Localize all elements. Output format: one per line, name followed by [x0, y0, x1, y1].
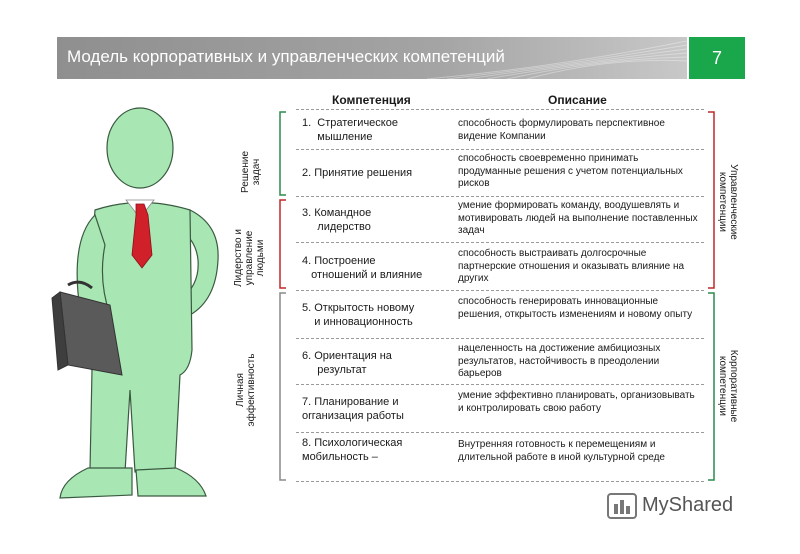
competence-cell: 7. Планирование и orганизация работы — [302, 396, 404, 422]
competence-cell: 1. Стратегическое мышление — [302, 117, 398, 143]
description-cell: умение формировать команду, воодушевлять и мотивировать людей на выполнение поставленных задач — [458, 200, 698, 236]
table-row — [296, 197, 704, 243]
competence-cell: 8. Психологическая мобильность – — [302, 437, 403, 463]
group-label-decisions: Решение задач — [240, 150, 262, 194]
table-row — [296, 150, 704, 197]
slide-number: 7 — [689, 37, 745, 79]
description-cell: способность формулировать перспективное видение Компании — [458, 118, 665, 142]
description-cell: умение эффективно планировать, организовывать и контролировать свою работу — [458, 390, 695, 414]
description-cell: способность своевременно принимать продуманные решения с учетом потенциальных рисков — [458, 153, 683, 189]
group-label-managerial: Управленческие компетенции — [717, 164, 739, 240]
group-label-corporate: Корпоративные компетенции — [717, 349, 739, 423]
group-label-leadership: Лидерство и управление людьми — [233, 229, 266, 287]
table-row — [296, 110, 704, 150]
group-label-personal: Личная эффективность — [235, 353, 257, 427]
header-bar — [57, 37, 687, 79]
competence-cell: 5. Открытость новому и инновационность — [302, 302, 415, 328]
description-cell: способность выстраивать долгосрочные партнерские отношения и оказывать влияние на других — [458, 248, 685, 284]
table-row — [296, 433, 704, 482]
competence-cell: 2. Принятие решения — [302, 167, 413, 179]
competence-cell: 4. Построение отношений и влияние — [302, 255, 423, 281]
page-title: Модель корпоративных и управленческих компетенций — [67, 47, 505, 66]
businessman-illustration — [40, 100, 230, 520]
competence-cell: 6. Ориентация на результат — [302, 350, 392, 376]
table-row — [296, 243, 704, 291]
description-cell: способность генерировать инновационные решения, открытость изменениям и новому опыту — [458, 296, 693, 320]
competence-cell: 3. Командное лидерство — [302, 207, 372, 233]
table-row — [296, 339, 704, 385]
column-header-competence: Компетенция — [332, 93, 411, 107]
table-row — [296, 291, 704, 339]
description-cell: Внутренняя готовность к перемещениям и длительной работе в иной культурной среде — [458, 439, 665, 463]
watermark-logo-text: MyShared — [642, 494, 734, 516]
table-row — [296, 385, 704, 433]
description-cell: нацеленность на достижение амбициозных результатов, настойчивость в преодолении барьеров — [458, 343, 661, 379]
column-header-description: Описание — [548, 93, 607, 107]
